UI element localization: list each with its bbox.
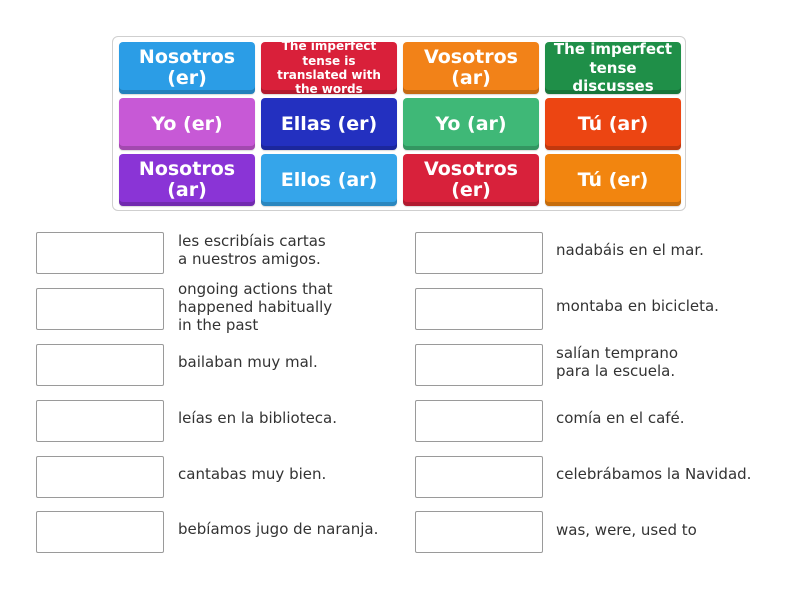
tile-yo-ar[interactable]: Yo (ar): [403, 98, 539, 150]
clue-right-4: comía en el café.: [556, 409, 685, 427]
tile-nosotros-ar[interactable]: Nosotros (ar): [119, 154, 255, 206]
clue-left-6: bebíamos jugo de naranja.: [178, 520, 379, 538]
clue-right-2: montaba en bicicleta.: [556, 297, 719, 315]
tile-yo-er[interactable]: Yo (er): [119, 98, 255, 150]
drop-slot-left-4[interactable]: [36, 400, 164, 442]
clue-left-1: les escribíais cartas a nuestros amigos.: [178, 232, 326, 268]
tile-nosotros-er[interactable]: Nosotros (er): [119, 42, 255, 94]
tile-vosotros-ar[interactable]: Vosotros (ar): [403, 42, 539, 94]
clue-left-5: cantabas muy bien.: [178, 465, 327, 483]
drop-slot-left-1[interactable]: [36, 232, 164, 274]
clue-right-6: was, were, used to: [556, 521, 697, 539]
drop-slot-right-6[interactable]: [415, 511, 543, 553]
drop-slot-left-5[interactable]: [36, 456, 164, 498]
clue-right-5: celebrábamos la Navidad.: [556, 465, 752, 483]
clue-left-2: ongoing actions that happened habitually in the past: [178, 280, 333, 334]
drop-slot-left-6[interactable]: [36, 511, 164, 553]
drop-slot-right-1[interactable]: [415, 232, 543, 274]
clue-right-1: nadabáis en el mar.: [556, 241, 704, 259]
tile-ellos-ar[interactable]: Ellos (ar): [261, 154, 397, 206]
clue-right-3: salían temprano para la escuela.: [556, 344, 679, 380]
tile-tu-er[interactable]: Tú (er): [545, 154, 681, 206]
drop-slot-right-2[interactable]: [415, 288, 543, 330]
tile-tu-ar[interactable]: Tú (ar): [545, 98, 681, 150]
tile-imperfect-translated[interactable]: The imperfect tense is translated with the words: [261, 42, 397, 94]
tile-vosotros-er[interactable]: Vosotros (er): [403, 154, 539, 206]
drop-slot-right-4[interactable]: [415, 400, 543, 442]
drop-slot-left-3[interactable]: [36, 344, 164, 386]
clue-left-3: bailaban muy mal.: [178, 353, 318, 371]
clue-left-4: leías en la biblioteca.: [178, 409, 338, 427]
tile-imperfect-discusses[interactable]: The imperfect tense discusses: [545, 42, 681, 94]
answer-bank: [112, 36, 686, 211]
drop-slot-right-5[interactable]: [415, 456, 543, 498]
drop-slot-right-3[interactable]: [415, 344, 543, 386]
drop-slot-left-2[interactable]: [36, 288, 164, 330]
tile-ellas-er[interactable]: Ellas (er): [261, 98, 397, 150]
